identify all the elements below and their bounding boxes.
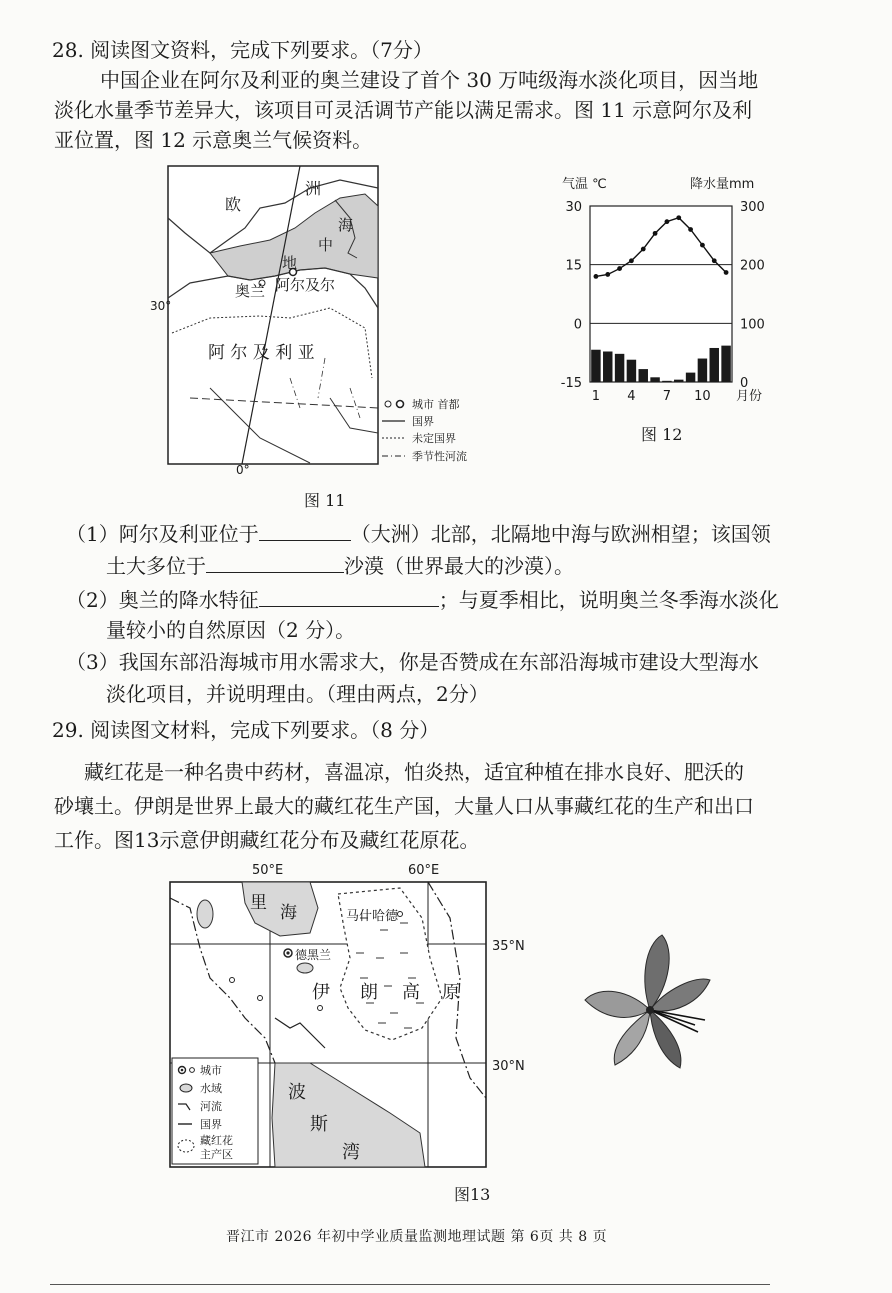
temp-tick-label: -15 [560,376,582,391]
precip-axis-label: 降水量mm [690,177,755,192]
legend13-main-area: 主产区 [200,1148,233,1161]
label-si: 斯 [310,1114,328,1135]
temp-point [641,247,646,252]
precip-tick-label: 100 [740,317,765,333]
label-lon-0: 0° [236,463,250,477]
page-footer: 晋江市 2026 年初中学业质量监测地理试题 第 6页 共 8 页 [226,1229,608,1245]
salt-lake [297,963,313,973]
label-lat-30: 30° [150,299,172,313]
temp-point [724,270,729,275]
legend13-river: 河流 [200,1100,222,1113]
label-europe-2: 洲 [305,179,322,198]
lake-urmia [197,900,213,928]
precip-tick-label: 0 [740,376,749,391]
legend-undetermined-label: 未定国界 [412,432,456,445]
temp-point [605,272,610,277]
precip-bar [639,369,648,382]
label-tehran: 德黑兰 [295,948,332,962]
label-oran: 奥兰 [235,282,266,300]
temp-point [629,258,634,263]
figure-11-map [150,158,505,478]
legend-river-label: 季节性河流 [412,450,467,463]
q28-sub2-part-a: （2）奥兰的降水特征 [66,588,259,612]
label-35n: 35°N [492,939,525,954]
month-tick-label: 1 [591,389,601,404]
figure-12-climate-chart [540,170,790,410]
precip-tick-label: 300 [740,200,765,215]
figure-13-map [160,858,540,1173]
month-unit-label: 月份 [736,389,763,404]
q28-sub2-line1 [66,586,779,612]
q28-sub2-line2: 量较小的自然原因（2 分）。 [106,618,356,642]
q28-sub1-line1 [66,520,771,546]
label-algeria: 阿 尔 及 利 亚 [208,343,315,363]
label-lang: 朗 [360,982,378,1003]
legend-border-label: 国界 [412,415,434,428]
month-tick-label: 10 [694,389,711,404]
q28-sub1-part-c: 土大多位于 [106,554,206,578]
label-sea-di: 地 [282,254,298,272]
q28-intro-line-2: 淡化水量季节差异大，该项目可灵活调节产能以满足需求。图 11 示意阿尔及利 [54,98,753,122]
bottom-rule [50,1284,770,1285]
precip-bar [674,380,683,382]
label-bo: 波 [288,1082,306,1103]
precip-bar [627,360,636,382]
precip-bar [686,373,695,382]
precip-bar [662,381,671,382]
q28-intro-line-3: 亚位置，图 12 示意奥兰气候资料。 [54,128,373,152]
temp-point [594,274,599,279]
precip-bar [650,377,659,382]
temp-tick-label: 15 [565,258,582,274]
q28-title: 28. 阅读图文资料，完成下列要求。（7分） [52,38,433,62]
label-60e: 60°E [408,863,440,878]
figure-12-caption: 图 12 [641,425,683,444]
month-tick-label: 7 [662,389,672,404]
label-30n: 30°N [492,1059,525,1074]
q28-sub1-part-d: 沙漠（世界最大的沙漠）。 [344,554,574,578]
label-europe-1: 欧 [225,195,242,214]
q28-sub3-line2: 淡化项目，并说明理由。（理由两点，2分） [106,682,489,706]
legend13-border: 国界 [200,1118,222,1131]
q29-title: 29. 阅读图文材料，完成下列要求。（8 分） [52,718,440,742]
temp-axis-label: 气温 ℃ [562,177,607,192]
q29-intro-line-3: 工作。图13示意伊朗藏红花分布及藏红花原花。 [54,828,480,852]
answer-blank-precip[interactable] [259,586,439,607]
answer-blank-desert[interactable] [206,552,344,573]
temp-point [700,243,705,248]
saffron-flower-icon [570,930,730,1080]
precip-tick-label: 200 [740,258,765,274]
label-50e: 50°E [252,863,284,878]
q28-sub1-line2 [106,552,574,578]
month-tick-label: 4 [627,389,636,404]
temp-tick-label: 30 [565,200,582,215]
label-sea-zhong: 中 [318,236,334,254]
label-gao: 高 [402,982,420,1003]
precip-bar [721,346,730,382]
label-algiers: 阿尔及尔 [275,276,336,294]
q28-sub1-part-a: （1）阿尔及利亚位于 [66,522,259,546]
legend-city-icon [385,401,391,407]
figure-13-caption: 图13 [454,1185,491,1204]
label-wan: 湾 [342,1142,360,1163]
precip-bar [591,350,600,382]
legend-city-label: 城市 首都 [412,398,460,411]
precip-bar [710,348,719,382]
precip-bar [603,351,612,382]
figure-11-caption: 图 11 [304,491,346,510]
legend13-city: 城市 [200,1064,222,1077]
label-hai: 海 [280,903,297,923]
q28-intro-line-1: 中国企业在阿尔及利亚的奥兰建设了首个 30 万吨级海水淡化项目，因当地 [100,68,759,92]
label-yuan: 原 [442,982,460,1003]
label-mashhad: 马什哈德 [346,909,399,924]
temp-tick-label: 0 [573,317,582,333]
temp-point [688,227,693,232]
temp-point [617,266,622,271]
temp-point [653,231,658,236]
q28-sub1-part-b: （大洲）北部，北隔地中海与欧洲相望；该国领 [350,522,771,546]
precip-bar [615,354,624,382]
q28-sub2-part-b: ；与夏季相比，说明奥兰冬季海水淡化 [438,588,779,612]
label-yi: 伊 [312,982,330,1003]
precip-bar [698,359,707,382]
legend-capital-icon [397,401,404,408]
label-li: 里 [250,893,267,913]
temp-point [665,219,670,224]
label-sea-hai: 海 [338,216,354,234]
legend13-water: 水域 [200,1082,222,1095]
q29-intro-line-1: 藏红花是一种名贵中药材，喜温凉，怕炎热，适宜种植在排水良好、肥沃的 [84,760,744,784]
answer-blank-continent[interactable] [259,520,351,541]
temp-point [676,215,681,220]
q29-intro-line-2: 砂壤土。伊朗是世界上最大的藏红花生产国，大量人口从事藏红花的生产和出口 [54,794,754,818]
temp-point [712,258,717,263]
q28-sub3-line1: （3）我国东部沿海城市用水需求大，你是否赞成在东部沿海城市建设大型海水 [66,650,759,674]
legend13-saffron: 藏红花 [200,1134,233,1147]
